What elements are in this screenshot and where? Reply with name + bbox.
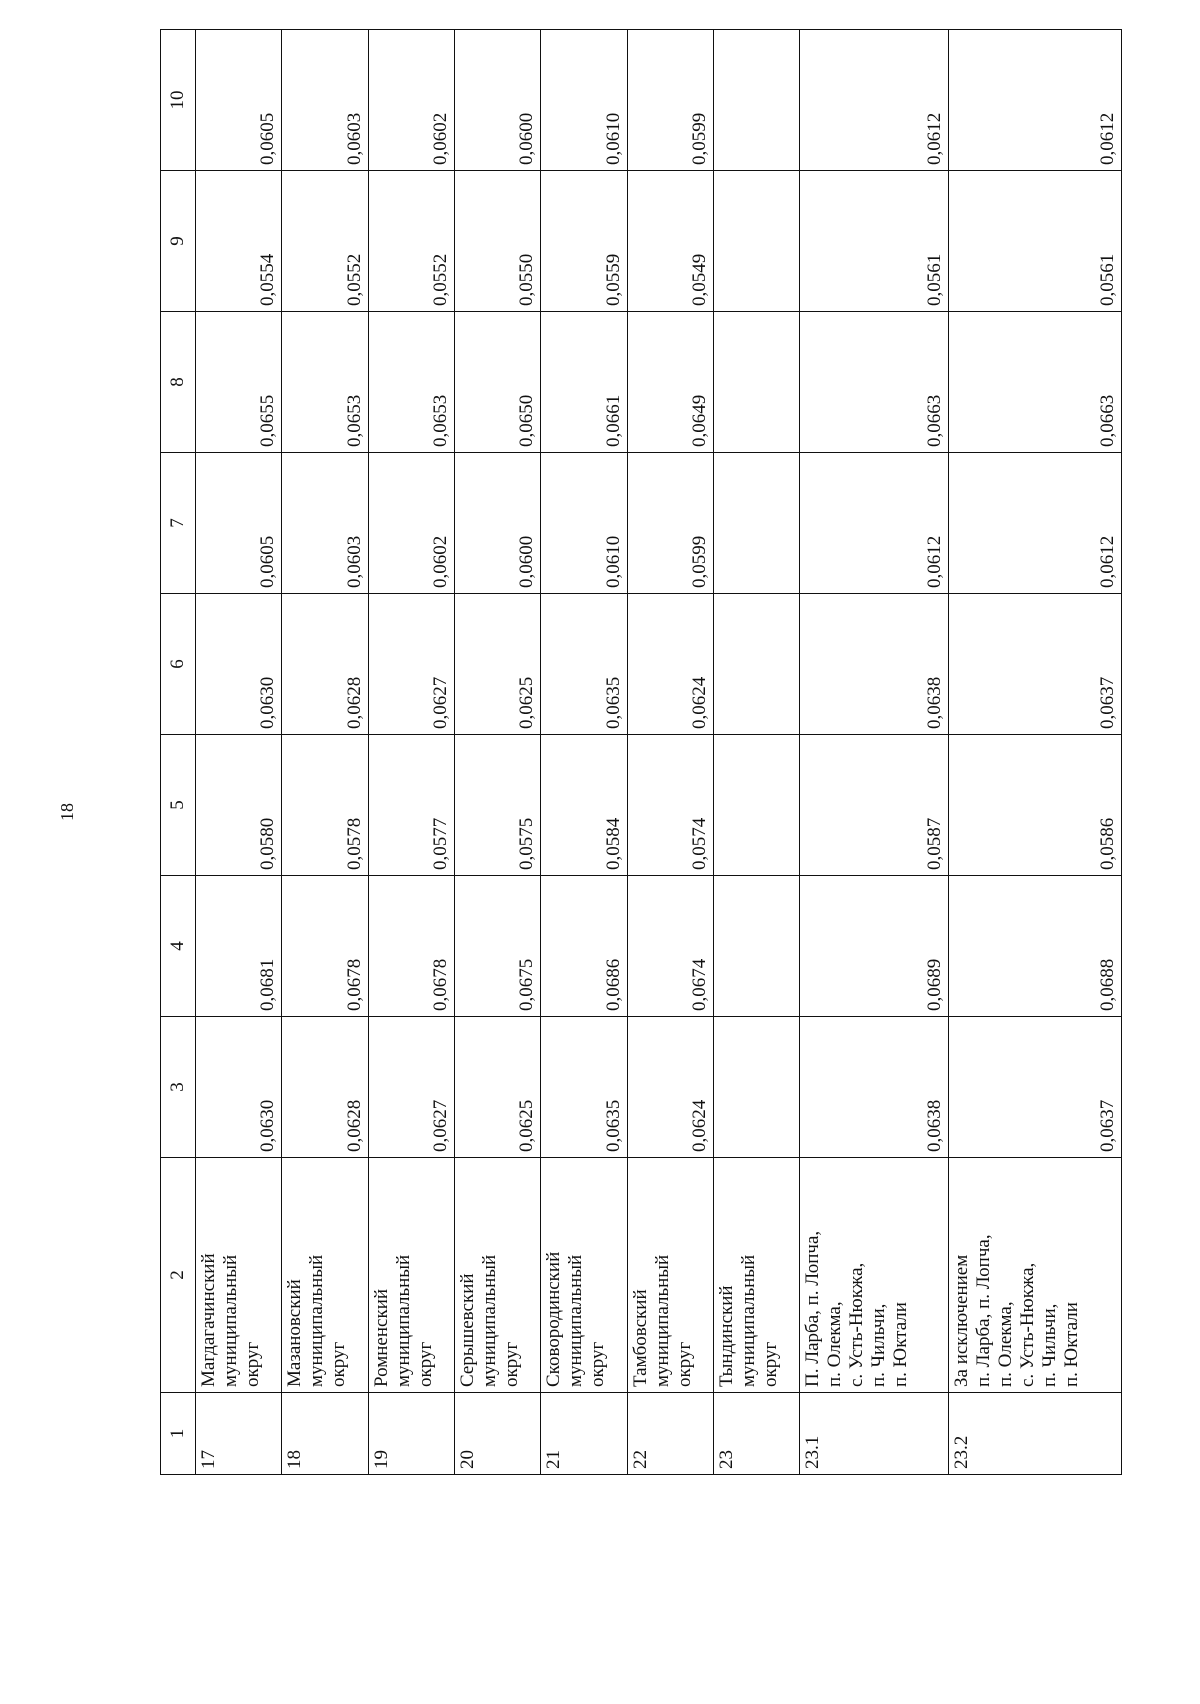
- municipality-name: Магдагачинский муниципальный округ: [196, 1158, 282, 1393]
- rate-value: 0,0600: [454, 30, 540, 171]
- rate-value: 0,0602: [368, 30, 454, 171]
- table-row: [196, 30, 282, 1475]
- rate-value: 0,0561: [800, 171, 949, 312]
- rate-value: 0,0637: [949, 594, 1122, 735]
- rate-value: 0,0600: [454, 453, 540, 594]
- rate-value: 0,0612: [949, 30, 1122, 171]
- rate-value: 0,0605: [196, 453, 282, 594]
- rotated-table-frame: [160, 35, 1122, 1475]
- rate-value: 0,0628: [282, 594, 368, 735]
- table-row: [282, 30, 368, 1475]
- rate-value: 0,0624: [627, 594, 713, 735]
- rate-value: 0,0599: [627, 30, 713, 171]
- rate-value: 0,0603: [282, 30, 368, 171]
- rates-table-container: [160, 35, 1122, 1475]
- rate-value: 0,0630: [196, 594, 282, 735]
- rate-value: 0,0650: [454, 312, 540, 453]
- rate-value: 0,0612: [949, 453, 1122, 594]
- column-header: 8: [161, 312, 196, 453]
- rate-value: 0,0577: [368, 735, 454, 876]
- rate-value: 0,0678: [368, 876, 454, 1017]
- rate-value: 0,0586: [949, 735, 1122, 876]
- rate-value: [713, 453, 799, 594]
- rate-value: 0,0627: [368, 594, 454, 735]
- municipality-name: Сковородинский муниципальный округ: [541, 1158, 627, 1393]
- rate-value: 0,0627: [368, 1017, 454, 1158]
- rate-value: 0,0584: [541, 735, 627, 876]
- rate-value: 0,0610: [541, 30, 627, 171]
- column-header: 3: [161, 1017, 196, 1158]
- rate-value: 0,0625: [454, 594, 540, 735]
- rate-value: 0,0610: [541, 453, 627, 594]
- page-number: 18: [57, 803, 77, 821]
- column-header: 7: [161, 453, 196, 594]
- table-row: [713, 30, 799, 1475]
- rate-value: 0,0689: [800, 876, 949, 1017]
- rate-value: 0,0554: [196, 171, 282, 312]
- rate-value: 0,0561: [949, 171, 1122, 312]
- rate-value: [713, 171, 799, 312]
- rate-value: 0,0602: [368, 453, 454, 594]
- rate-value: 0,0549: [627, 171, 713, 312]
- rate-value: 0,0550: [454, 171, 540, 312]
- table-row: [368, 30, 454, 1475]
- row-number: 23.1: [800, 1393, 949, 1475]
- rate-value: 0,0574: [627, 735, 713, 876]
- rates-table: [160, 29, 1122, 1475]
- municipality-name: За исключением п. Ларба, п. Лопча, п. Олекма, с. Усть-Нюкжа, п. Чильчи, п. Юктали: [949, 1158, 1122, 1393]
- rate-value: 0,0674: [627, 876, 713, 1017]
- rate-value: 0,0612: [800, 453, 949, 594]
- rate-value: [713, 312, 799, 453]
- column-header: 4: [161, 876, 196, 1017]
- rate-value: 0,0655: [196, 312, 282, 453]
- row-number: 21: [541, 1393, 627, 1475]
- municipality-name: Ромненский муниципальный округ: [368, 1158, 454, 1393]
- rate-value: 0,0625: [454, 1017, 540, 1158]
- municipality-name: Серышевский муниципальный округ: [454, 1158, 540, 1393]
- rate-value: 0,0630: [196, 1017, 282, 1158]
- table-row: [800, 30, 949, 1475]
- rate-value: 0,0637: [949, 1017, 1122, 1158]
- municipality-name: Тындинский муниципальный округ: [713, 1158, 799, 1393]
- row-number: 17: [196, 1393, 282, 1475]
- rate-value: 0,0628: [282, 1017, 368, 1158]
- rate-value: 0,0675: [454, 876, 540, 1017]
- rate-value: 0,0612: [800, 30, 949, 171]
- rate-value: [713, 594, 799, 735]
- municipality-name: П. Ларба, п. Лопча, п. Олекма, с. Усть-Нюкжа, п. Чильчи, п. Юктали: [800, 1158, 949, 1393]
- rate-value: [713, 1017, 799, 1158]
- row-number: 23.2: [949, 1393, 1122, 1475]
- column-header: 10: [161, 30, 196, 171]
- rate-value: 0,0653: [368, 312, 454, 453]
- rate-value: 0,0559: [541, 171, 627, 312]
- municipality-name: Мазановский муниципальный округ: [282, 1158, 368, 1393]
- table-row: [627, 30, 713, 1475]
- rate-value: 0,0599: [627, 453, 713, 594]
- rate-value: 0,0649: [627, 312, 713, 453]
- rate-value: 0,0653: [282, 312, 368, 453]
- rate-value: 0,0552: [368, 171, 454, 312]
- table-row: [454, 30, 540, 1475]
- column-header: 2: [161, 1158, 196, 1393]
- rate-value: 0,0552: [282, 171, 368, 312]
- rate-value: 0,0638: [800, 1017, 949, 1158]
- rate-value: [713, 735, 799, 876]
- rate-value: 0,0580: [196, 735, 282, 876]
- header-row: [161, 30, 196, 1475]
- rate-value: 0,0638: [800, 594, 949, 735]
- column-header: 1: [161, 1393, 196, 1475]
- rate-value: 0,0578: [282, 735, 368, 876]
- row-number: 23: [713, 1393, 799, 1475]
- rate-value: 0,0624: [627, 1017, 713, 1158]
- rate-value: 0,0635: [541, 594, 627, 735]
- rate-value: 0,0587: [800, 735, 949, 876]
- rate-value: 0,0663: [800, 312, 949, 453]
- column-header: 5: [161, 735, 196, 876]
- rate-value: 0,0663: [949, 312, 1122, 453]
- rate-value: 0,0688: [949, 876, 1122, 1017]
- rate-value: 0,0678: [282, 876, 368, 1017]
- rate-value: 0,0603: [282, 453, 368, 594]
- rate-value: 0,0686: [541, 876, 627, 1017]
- row-number: 20: [454, 1393, 540, 1475]
- rate-value: 0,0635: [541, 1017, 627, 1158]
- column-header: 9: [161, 171, 196, 312]
- table-row: [541, 30, 627, 1475]
- table-row: [949, 30, 1122, 1475]
- rate-value: 0,0605: [196, 30, 282, 171]
- rate-value: 0,0575: [454, 735, 540, 876]
- rate-value: [713, 30, 799, 171]
- rate-value: 0,0681: [196, 876, 282, 1017]
- row-number: 19: [368, 1393, 454, 1475]
- rate-value: [713, 876, 799, 1017]
- municipality-name: Тамбовский муниципальный округ: [627, 1158, 713, 1393]
- rate-value: 0,0661: [541, 312, 627, 453]
- column-header: 6: [161, 594, 196, 735]
- row-number: 22: [627, 1393, 713, 1475]
- row-number: 18: [282, 1393, 368, 1475]
